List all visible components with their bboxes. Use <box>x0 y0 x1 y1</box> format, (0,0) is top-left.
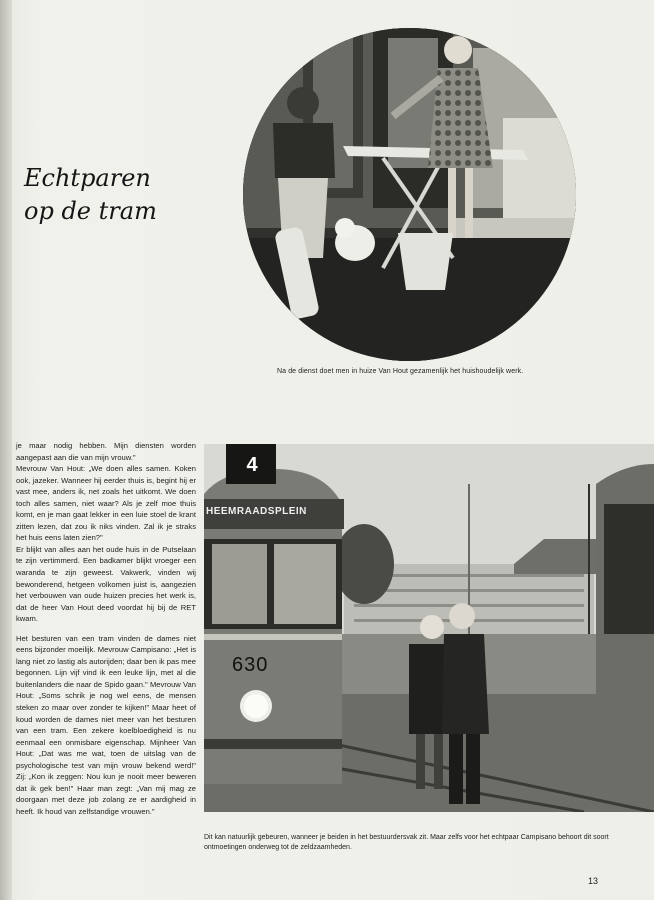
page-number: 13 <box>588 876 599 886</box>
tram-photo-drawing <box>204 444 654 812</box>
tram-photo-caption: Dit kan natuurlijk gebeuren, wanneer je beiden in het bestuurdersvak zit. Maar zelfs voor het echtpaar Campisano behoort dit soort ontmoetingen onderweg tot de zeldzaamheden. <box>204 834 609 851</box>
tram-photo <box>204 444 654 812</box>
body-paragraph: Er blijkt van alles aan het oude huis in de Putselaan te zijn vertimmerd. Een badkamer blijkt vroeger een waranda te zijn geweest. Vakwerk, vinden wij bewonderend, hetgeen volkomen juist is, aangezien het verbouwen van oude huizen precies het werk is, dat de heer Van Hout deed voordat hij bij de RET kwam. <box>16 544 196 624</box>
body-paragraph: je maar nodig hebben. Mijn diensten worden aangepast aan die van mijn vrouw." <box>16 441 196 462</box>
title-line-1: Echtparen <box>24 164 151 192</box>
household-photo-caption: Na de dienst doet men in huize Van Hout gezamenlijk het huishoudelijk werk. <box>277 368 524 375</box>
household-photo-drawing <box>243 28 576 361</box>
article-body <box>16 440 196 818</box>
article-title <box>24 162 224 228</box>
title-line-2: op de tram <box>24 197 157 225</box>
body-paragraph: Mevrouw Van Hout: „We doen alles samen. Koken ook, jazeker. Wanneer hij eerder thuis is, begint hij er vast mee, anders ik, net zoals het uitkomt. We doen toch alles samen, niet waar? Als je zelf moe thuis komt, en je man gaat lekker in een luie stoel de krant zitten lezen, dat zou ik niks vinden. Zal ik je straks het huis eens laten zien?" <box>16 464 196 543</box>
tram-number: 630 <box>232 654 269 676</box>
household-photo <box>243 28 576 361</box>
body-paragraph: Het besturen van een tram vinden de dames niet eens bijzonder moeilijk. Mevrouw Campisano: „Het is lang niet zo lastig als autorijden; daar ben ik pas mee begonnen. Lijn vijf vind ik een leuke lijn, met al die buitenlanders die naar de Spido gaan." Mevrouw Van Hout: „Soms schrik je nog wel eens, de mensen steken zo maar over zonder te kijken!" Maar heet of koud worden de dames niet meer van het besturen van een tram. Een zekere koelbloedigheid is nu eenmaal een onmisbare eigenschap. Mijnheer Van Hout: „Dat was me wat, toen de uitslag van de psychologische test van mijn vrouw bekend werd!" Zij: „Kon ik zeggen: Nou kun je nooit meer beweren dat ik gek ben!" Haar man zegt: „Van mij mag ze doorgaan met deze job zolang ze er aardigheid in heeft. Ik houd van zelfstandige vrouwen." <box>16 633 196 816</box>
book-spine-shadow <box>0 0 12 900</box>
destination-sign: HEEMRAADSPLEIN <box>206 506 307 517</box>
route-number-sign: 4 <box>246 454 258 476</box>
